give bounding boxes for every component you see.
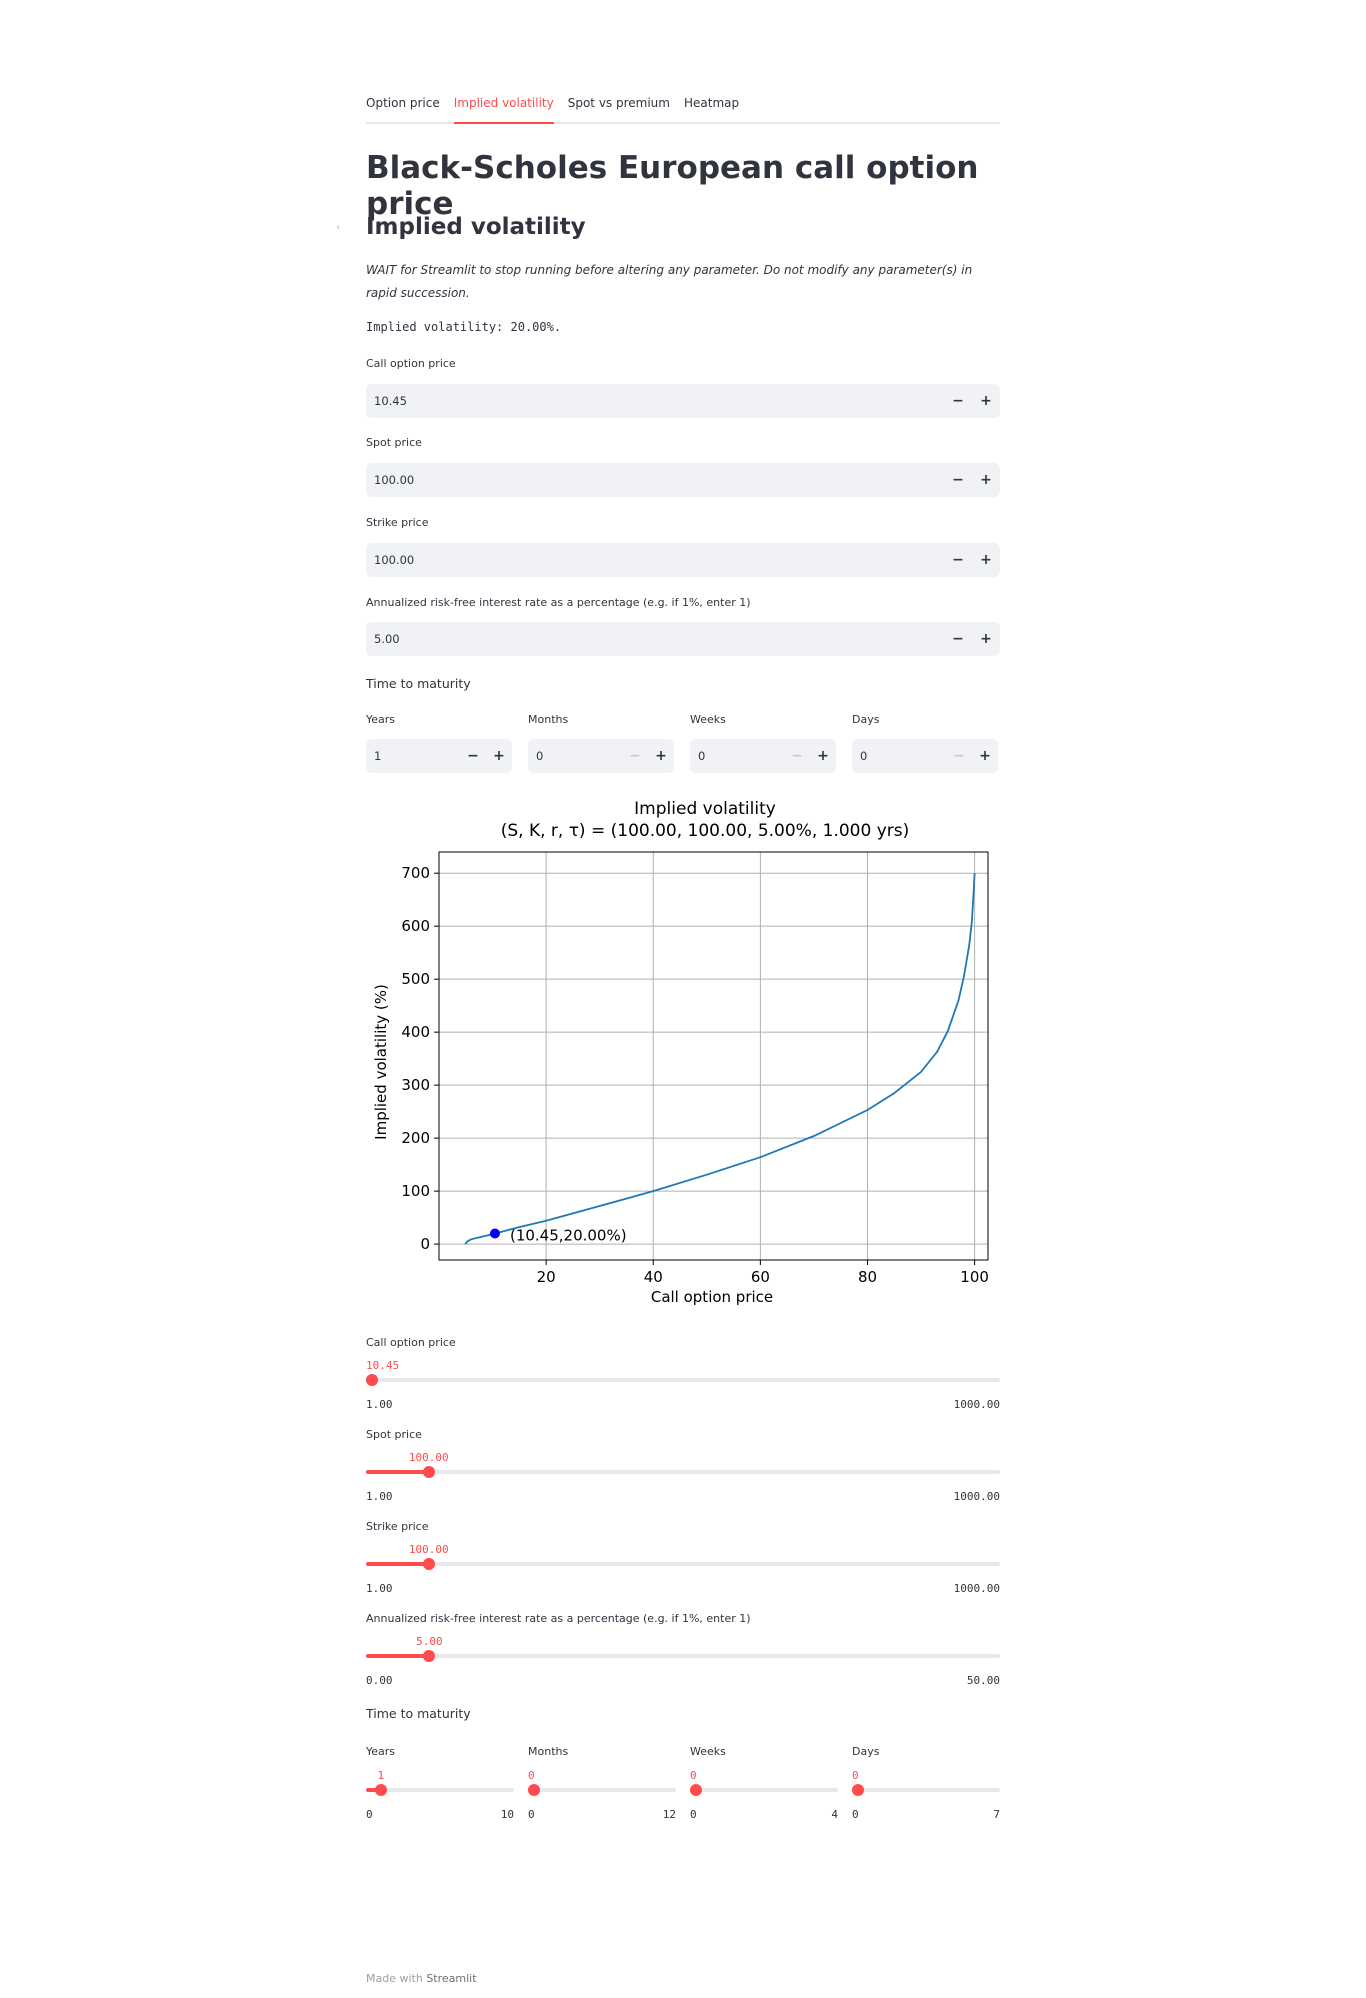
strike-price-label: Strike price (366, 516, 429, 529)
days-value[interactable]: 0 (860, 749, 868, 763)
spot-price-label: Spot price (366, 436, 422, 449)
slider-thumb[interactable] (690, 1784, 702, 1796)
years-label: Years (366, 713, 396, 726)
x-tick-label: 20 (536, 1268, 556, 1286)
page-title: Black-Scholes European call option price (366, 150, 979, 222)
call-price-increment-button[interactable]: + (980, 393, 992, 409)
slider-maturity-title: Time to maturity (366, 1706, 471, 1721)
slider-current-value: 0 (528, 1769, 535, 1782)
y-tick-label: 100 (401, 1182, 430, 1201)
slider-thumb[interactable] (423, 1558, 435, 1570)
slider-track[interactable] (852, 1788, 1000, 1792)
slider-min-value: 0 (528, 1808, 535, 1821)
days-increment-button[interactable]: + (979, 748, 991, 764)
slider-current-value: 0 (690, 1769, 697, 1782)
slider-thumb[interactable] (852, 1784, 864, 1796)
weeks-value[interactable]: 0 (698, 749, 706, 763)
slider-track[interactable] (366, 1470, 1000, 1474)
tab-spot-vs-premium[interactable]: Spot vs premium (567, 96, 670, 110)
slider-max-value: 4 (831, 1808, 838, 1821)
slider-min-value: 0 (852, 1808, 859, 1821)
years-slider[interactable] (366, 1769, 514, 1822)
days-input[interactable] (852, 739, 998, 773)
years-decrement-button[interactable]: − (467, 748, 479, 764)
slider-max-value: 1000.00 (953, 1582, 1000, 1595)
call-price-input[interactable] (366, 384, 1000, 418)
anchor-link-icon: ‹ (336, 222, 340, 233)
strike-price-slider-label: Strike price (366, 1520, 429, 1533)
slider-thumb[interactable] (528, 1784, 540, 1796)
years-value[interactable]: 1 (374, 749, 382, 763)
months-label: Months (528, 713, 569, 726)
months-slider-label: Months (528, 1745, 569, 1758)
y-tick-label: 300 (401, 1076, 430, 1095)
y-tick-label: 200 (401, 1129, 430, 1148)
weeks-label: Weeks (690, 713, 726, 726)
months-input[interactable] (528, 739, 674, 773)
strike-price-increment-button[interactable]: + (980, 552, 992, 568)
rate-input[interactable] (366, 622, 1000, 656)
slider-max-value: 50.00 (966, 1674, 1000, 1687)
rate-decrement-button[interactable]: − (952, 631, 964, 647)
slider-current-value: 0 (852, 1769, 859, 1782)
chart-svg (366, 792, 1000, 1322)
slider-current-value: 5.00 (416, 1635, 443, 1648)
spot-price-slider[interactable] (366, 1451, 1000, 1504)
rate-value[interactable]: 5.00 (374, 632, 400, 646)
weeks-input[interactable] (690, 739, 836, 773)
weeks-slider-label: Weeks (690, 1745, 726, 1758)
slider-max-value: 1000.00 (953, 1490, 1000, 1503)
weeks-decrement-button[interactable]: − (791, 748, 803, 764)
chart-marker-label: (10.45,20.00%) (509, 1226, 627, 1245)
result-text: Implied volatility: 20.00%. (366, 320, 562, 334)
call-price-label: Call option price (366, 357, 456, 370)
tab-heatmap[interactable]: Heatmap (683, 96, 740, 110)
tab-option-price[interactable]: Option price (366, 96, 440, 110)
slider-current-value: 10.45 (366, 1359, 400, 1372)
spot-price-increment-button[interactable]: + (980, 472, 992, 488)
months-value[interactable]: 0 (536, 749, 544, 763)
rate-slider-label: Annualized risk-free interest rate as a percentage (e.g. if 1%, enter 1) (366, 1612, 751, 1625)
chart-grid (439, 852, 988, 1260)
x-tick-label: 80 (857, 1268, 878, 1286)
slider-track[interactable] (366, 1654, 1000, 1658)
chart-series-line (465, 873, 974, 1244)
days-slider-label: Days (852, 1745, 880, 1758)
slider-min-value: 1.00 (366, 1398, 393, 1411)
section-heading: Implied volatility (366, 214, 586, 240)
footer (366, 1972, 477, 1985)
weeks-slider[interactable] (690, 1769, 838, 1822)
slider-track[interactable] (366, 1788, 514, 1792)
months-decrement-button[interactable]: − (629, 748, 641, 764)
slider-track[interactable] (528, 1788, 676, 1792)
slider-min-value: 0 (690, 1808, 697, 1821)
notice-text: WAIT for Streamlit to stop running before altering any parameter. Do not modify any parameter(s) in rapid succession. (366, 263, 973, 300)
years-slider-label: Years (366, 1745, 396, 1758)
slider-max-value: 1000.00 (953, 1398, 1000, 1411)
slider-thumb[interactable] (366, 1374, 378, 1386)
days-label: Days (852, 713, 880, 726)
implied-volatility-chart (366, 792, 1000, 1322)
strike-price-input[interactable] (366, 543, 1000, 577)
rate-increment-button[interactable]: + (980, 631, 992, 647)
days-decrement-button[interactable]: − (953, 748, 965, 764)
footer-brand-link[interactable]: Streamlit (426, 1972, 477, 1985)
chart-subtitle: (S, K, r, τ) = (100.00, 100.00, 5.00%, 1.000 yrs) (500, 821, 910, 841)
slider-thumb[interactable] (375, 1784, 387, 1796)
chart-marker-point (490, 1229, 500, 1239)
y-tick-label: 0 (420, 1235, 430, 1254)
slider-min-value: 1.00 (366, 1490, 393, 1503)
slider-track[interactable] (690, 1788, 838, 1792)
rate-label: Annualized risk-free interest rate as a percentage (e.g. if 1%, enter 1) (366, 596, 751, 609)
strike-price-slider[interactable] (366, 1543, 1000, 1596)
call-price-slider[interactable] (366, 1359, 1000, 1412)
y-tick-label: 400 (401, 1023, 430, 1042)
days-slider[interactable] (852, 1769, 1000, 1822)
maturity-title: Time to maturity (366, 676, 471, 691)
strike-price-value[interactable]: 100.00 (374, 553, 415, 567)
call-price-decrement-button[interactable]: − (952, 393, 964, 409)
years-input[interactable] (366, 739, 512, 773)
slider-fill (366, 1470, 429, 1474)
slider-thumb[interactable] (423, 1466, 435, 1478)
spot-price-decrement-button[interactable]: − (952, 472, 964, 488)
footer-prefix: Made with (366, 1972, 423, 1985)
y-tick-label: 500 (401, 970, 430, 989)
y-tick-label: 600 (401, 917, 430, 936)
x-tick-label: 60 (750, 1268, 770, 1286)
strike-price-decrement-button[interactable]: − (952, 552, 964, 568)
spot-price-input[interactable] (366, 463, 1000, 497)
spot-price-value[interactable]: 100.00 (374, 473, 415, 487)
slider-max-value: 12 (662, 1808, 676, 1821)
chart-x-axis-label: Call option price (650, 1288, 774, 1306)
slider-min-value: 0.00 (366, 1674, 393, 1687)
chart-plot-frame (439, 852, 988, 1260)
months-increment-button[interactable]: + (655, 748, 667, 764)
slider-fill (366, 1654, 429, 1658)
slider-fill (366, 1562, 429, 1566)
x-tick-label: 40 (643, 1268, 663, 1286)
x-tick-label: 100 (960, 1268, 989, 1286)
chart-ticks (401, 864, 989, 1286)
slider-thumb[interactable] (423, 1650, 435, 1662)
call-price-value[interactable]: 10.45 (374, 394, 407, 408)
rate-slider[interactable] (366, 1635, 1000, 1688)
slider-track[interactable] (366, 1378, 1000, 1382)
spot-price-slider-label: Spot price (366, 1428, 422, 1441)
chart-y-axis-label: Implied volatility (%) (372, 984, 390, 1140)
months-slider[interactable] (528, 1769, 676, 1822)
slider-track[interactable] (366, 1562, 1000, 1566)
years-increment-button[interactable]: + (493, 748, 505, 764)
slider-current-value: 1 (377, 1769, 385, 1782)
slider-max-value: 10 (500, 1808, 514, 1821)
tab-implied-volatility[interactable]: Implied volatility (454, 92, 554, 124)
slider-current-value: 100.00 (408, 1543, 449, 1556)
y-tick-label: 700 (401, 864, 430, 883)
weeks-increment-button[interactable]: + (817, 748, 829, 764)
call-price-slider-label: Call option price (366, 1336, 456, 1349)
slider-min-value: 1.00 (366, 1582, 393, 1595)
slider-current-value: 100.00 (408, 1451, 449, 1464)
tab-bar (366, 92, 1000, 124)
slider-max-value: 7 (993, 1808, 1000, 1821)
slider-min-value: 0 (366, 1808, 373, 1821)
chart-title: Implied volatility (634, 799, 776, 819)
